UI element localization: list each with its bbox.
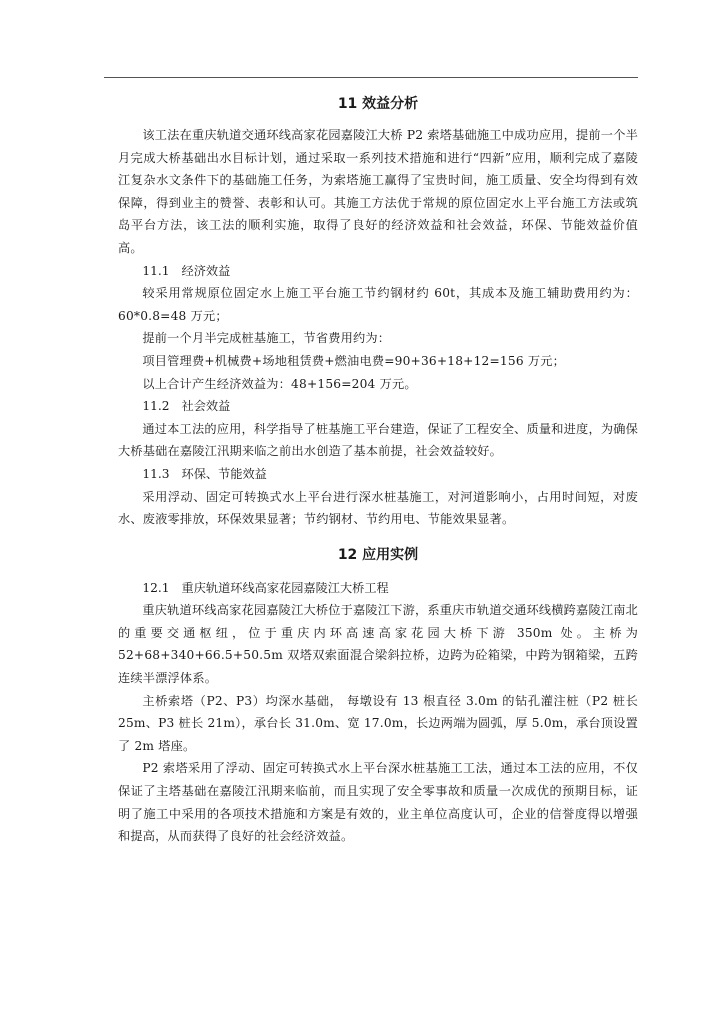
subsection-title: 社会效益	[181, 399, 231, 414]
header-rule	[104, 77, 638, 78]
paragraph: 提前一个月半完成桩基施工，节省费用约为：	[142, 331, 391, 346]
subsection-number: 11.2	[142, 399, 170, 414]
paragraph: 项目管理费+机械费+场地租赁费+燃油电费=90+36+18+12=156 万元；	[142, 353, 566, 368]
subsection-number: 12.1	[142, 580, 170, 595]
paragraph: 采用浮动、固定可转换式水上平台进行深水桩基施工，对河道影响小，占用时间短，对废水、废液零排放，环保效果显著；节约钢材、节约用电、节能效果显著。	[118, 489, 638, 527]
section-12-title: 12 应用实例	[337, 546, 419, 563]
subsection-title: 经济效益	[181, 263, 231, 278]
subsection-11-2-heading	[118, 395, 638, 418]
subsection-number: 11.3	[142, 466, 170, 481]
paragraph: 重庆轨道环线高家花园嘉陵江大桥位于嘉陵江下游，系重庆市轨道交通环线横跨嘉陵江南北的重要交通枢纽，位于重庆内环高速高家花园大桥下游 350m 处。主桥为 52+68+340+66.5+50.5m 双塔双索面混合梁斜拉桥，边跨为砼箱梁，中跨为钢箱梁，五跨连续半漂浮体系。	[118, 603, 638, 686]
subsection-11-1-heading	[118, 260, 638, 283]
section-11-intro: 该工法在重庆轨道交通环线高家花园嘉陵江大桥 P2 索塔基础施工中成功应用，提前一个半月完成大桥基础出水目标计划，通过采取一系列技术措施和进行“四新”应用，顺利完成了嘉陵江复杂水文条件下的基础施工任务，为索塔施工赢得了宝贵时间，施工质量、安全均得到有效保障，得到业主的赞誉、表彰和认可。其施工方法优于常规的原位固定水上平台施工方法或筑岛平台方法，该工法的顺利实施，取得了良好的经济效益和社会效益，环保、节能效益价值高。	[118, 128, 638, 255]
subsection-title: 环保、节能效益	[181, 466, 267, 481]
paragraph: 以上合计产生经济效益为：48+156=204 万元。	[142, 376, 417, 391]
subsection-title: 重庆轨道环线高家花园嘉陵江大桥工程	[181, 580, 389, 595]
subsection-12-1-heading	[118, 577, 638, 600]
subsection-number: 11.1	[142, 263, 170, 278]
paragraph: 较采用常规原位固定水上施工平台施工节约钢材约 60t，其成本及施工辅助费用约为：60*0.8=48 万元；	[118, 286, 638, 323]
subsection-11-3-heading	[118, 463, 638, 486]
paragraph: 通过本工法的应用，科学指导了桩基施工平台建造，保证了工程安全、质量和进度，为确保大桥基础在嘉陵江汛期来临之前出水创造了基本前提，社会效益较好。	[118, 421, 638, 459]
page-content	[118, 92, 638, 848]
section-11-title: 11 效益分析	[337, 96, 419, 112]
paragraph: 主桥索塔（P2、P3）均深水基础， 每墩设有 13 根直径 3.0m 的钻孔灌注桩（P2 桩长 25m、P3 桩长 21m），承台长 31.0m、宽 17.0m，长边两端为圆弧，厚 5.0m，承台顶设置了 2m 塔座。	[118, 693, 638, 753]
paragraph: P2 索塔采用了浮动、固定可转换式水上平台深水桩基施工工法，通过本工法的应用，不仅保证了主塔基础在嘉陵江汛期来临前，而且实现了安全零事故和质量一次成优的预期目标，证明了施工中采用的各项技术措施和方案是有效的，业主单位高度认可，企业的信誉度得以增强和提高，从而获得了良好的社会经济效益。	[118, 761, 638, 844]
